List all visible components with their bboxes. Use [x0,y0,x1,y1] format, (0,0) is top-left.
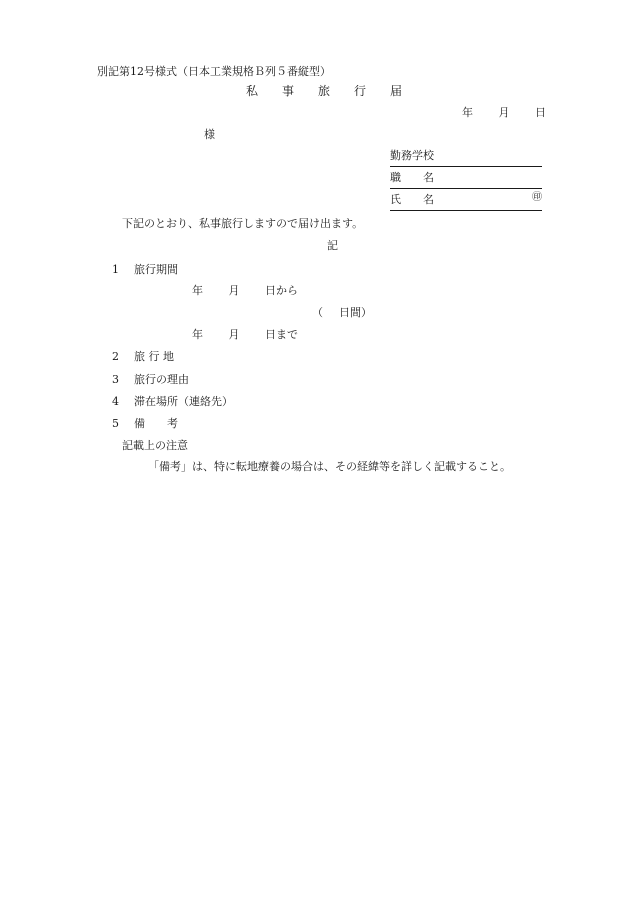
period-from [192,285,298,296]
days-label: 日間） [339,306,372,319]
item-reason [112,374,189,385]
seal-mark: ㊞ [532,192,542,203]
item-label: 旅行の理由 [134,373,189,386]
date-year: 年 [462,106,473,119]
form-label: 別記第12号様式（日本工業規格Ｂ列５番縦型） [97,65,331,78]
period-days [312,307,372,318]
to-month: 月 [228,328,240,341]
item-destination [112,351,174,362]
position-field[interactable] [390,172,542,189]
item-label: 旅 行 地 [134,350,174,363]
school-label: 勤務学校 [390,149,434,162]
item-number: 4 [112,395,119,408]
school-field[interactable] [390,150,542,167]
from-day: 日から [265,284,298,297]
name-field[interactable] [390,194,542,211]
date-line [462,107,546,118]
date-day: 日 [535,106,546,119]
position-label: 職 名 [390,171,434,184]
date-month: 月 [498,106,510,119]
notes-heading: 記載上の注意 [122,439,188,452]
item-number: 3 [112,373,119,386]
item-travel-period [112,264,178,275]
ki-heading: 記 [327,239,338,252]
from-month: 月 [228,284,240,297]
item-label: 滞在場所（連絡先） [134,395,233,408]
document-title: 私 事 旅 行 届 [246,84,403,98]
from-year: 年 [192,284,203,297]
item-label: 備 考 [134,417,178,430]
item-stay-location [112,396,233,407]
item-number: 1 [112,263,119,276]
to-day: 日まで [265,328,298,341]
period-to [192,329,298,340]
item-number: 5 [112,417,119,430]
to-year: 年 [192,328,203,341]
item-number: 2 [112,350,119,363]
notes-text: 「備考」は、特に転地療養の場合は、その経緯等を詳しく記載すること。 [148,460,511,473]
addressee-honorific: 様 [204,128,215,141]
item-remarks [112,418,178,429]
days-open-paren: （ [312,306,323,319]
item-label: 旅行期間 [134,263,178,276]
name-label: 氏 名 [390,193,434,206]
intro-text: 下記のとおり、私事旅行しますので届け出ます。 [122,217,364,230]
